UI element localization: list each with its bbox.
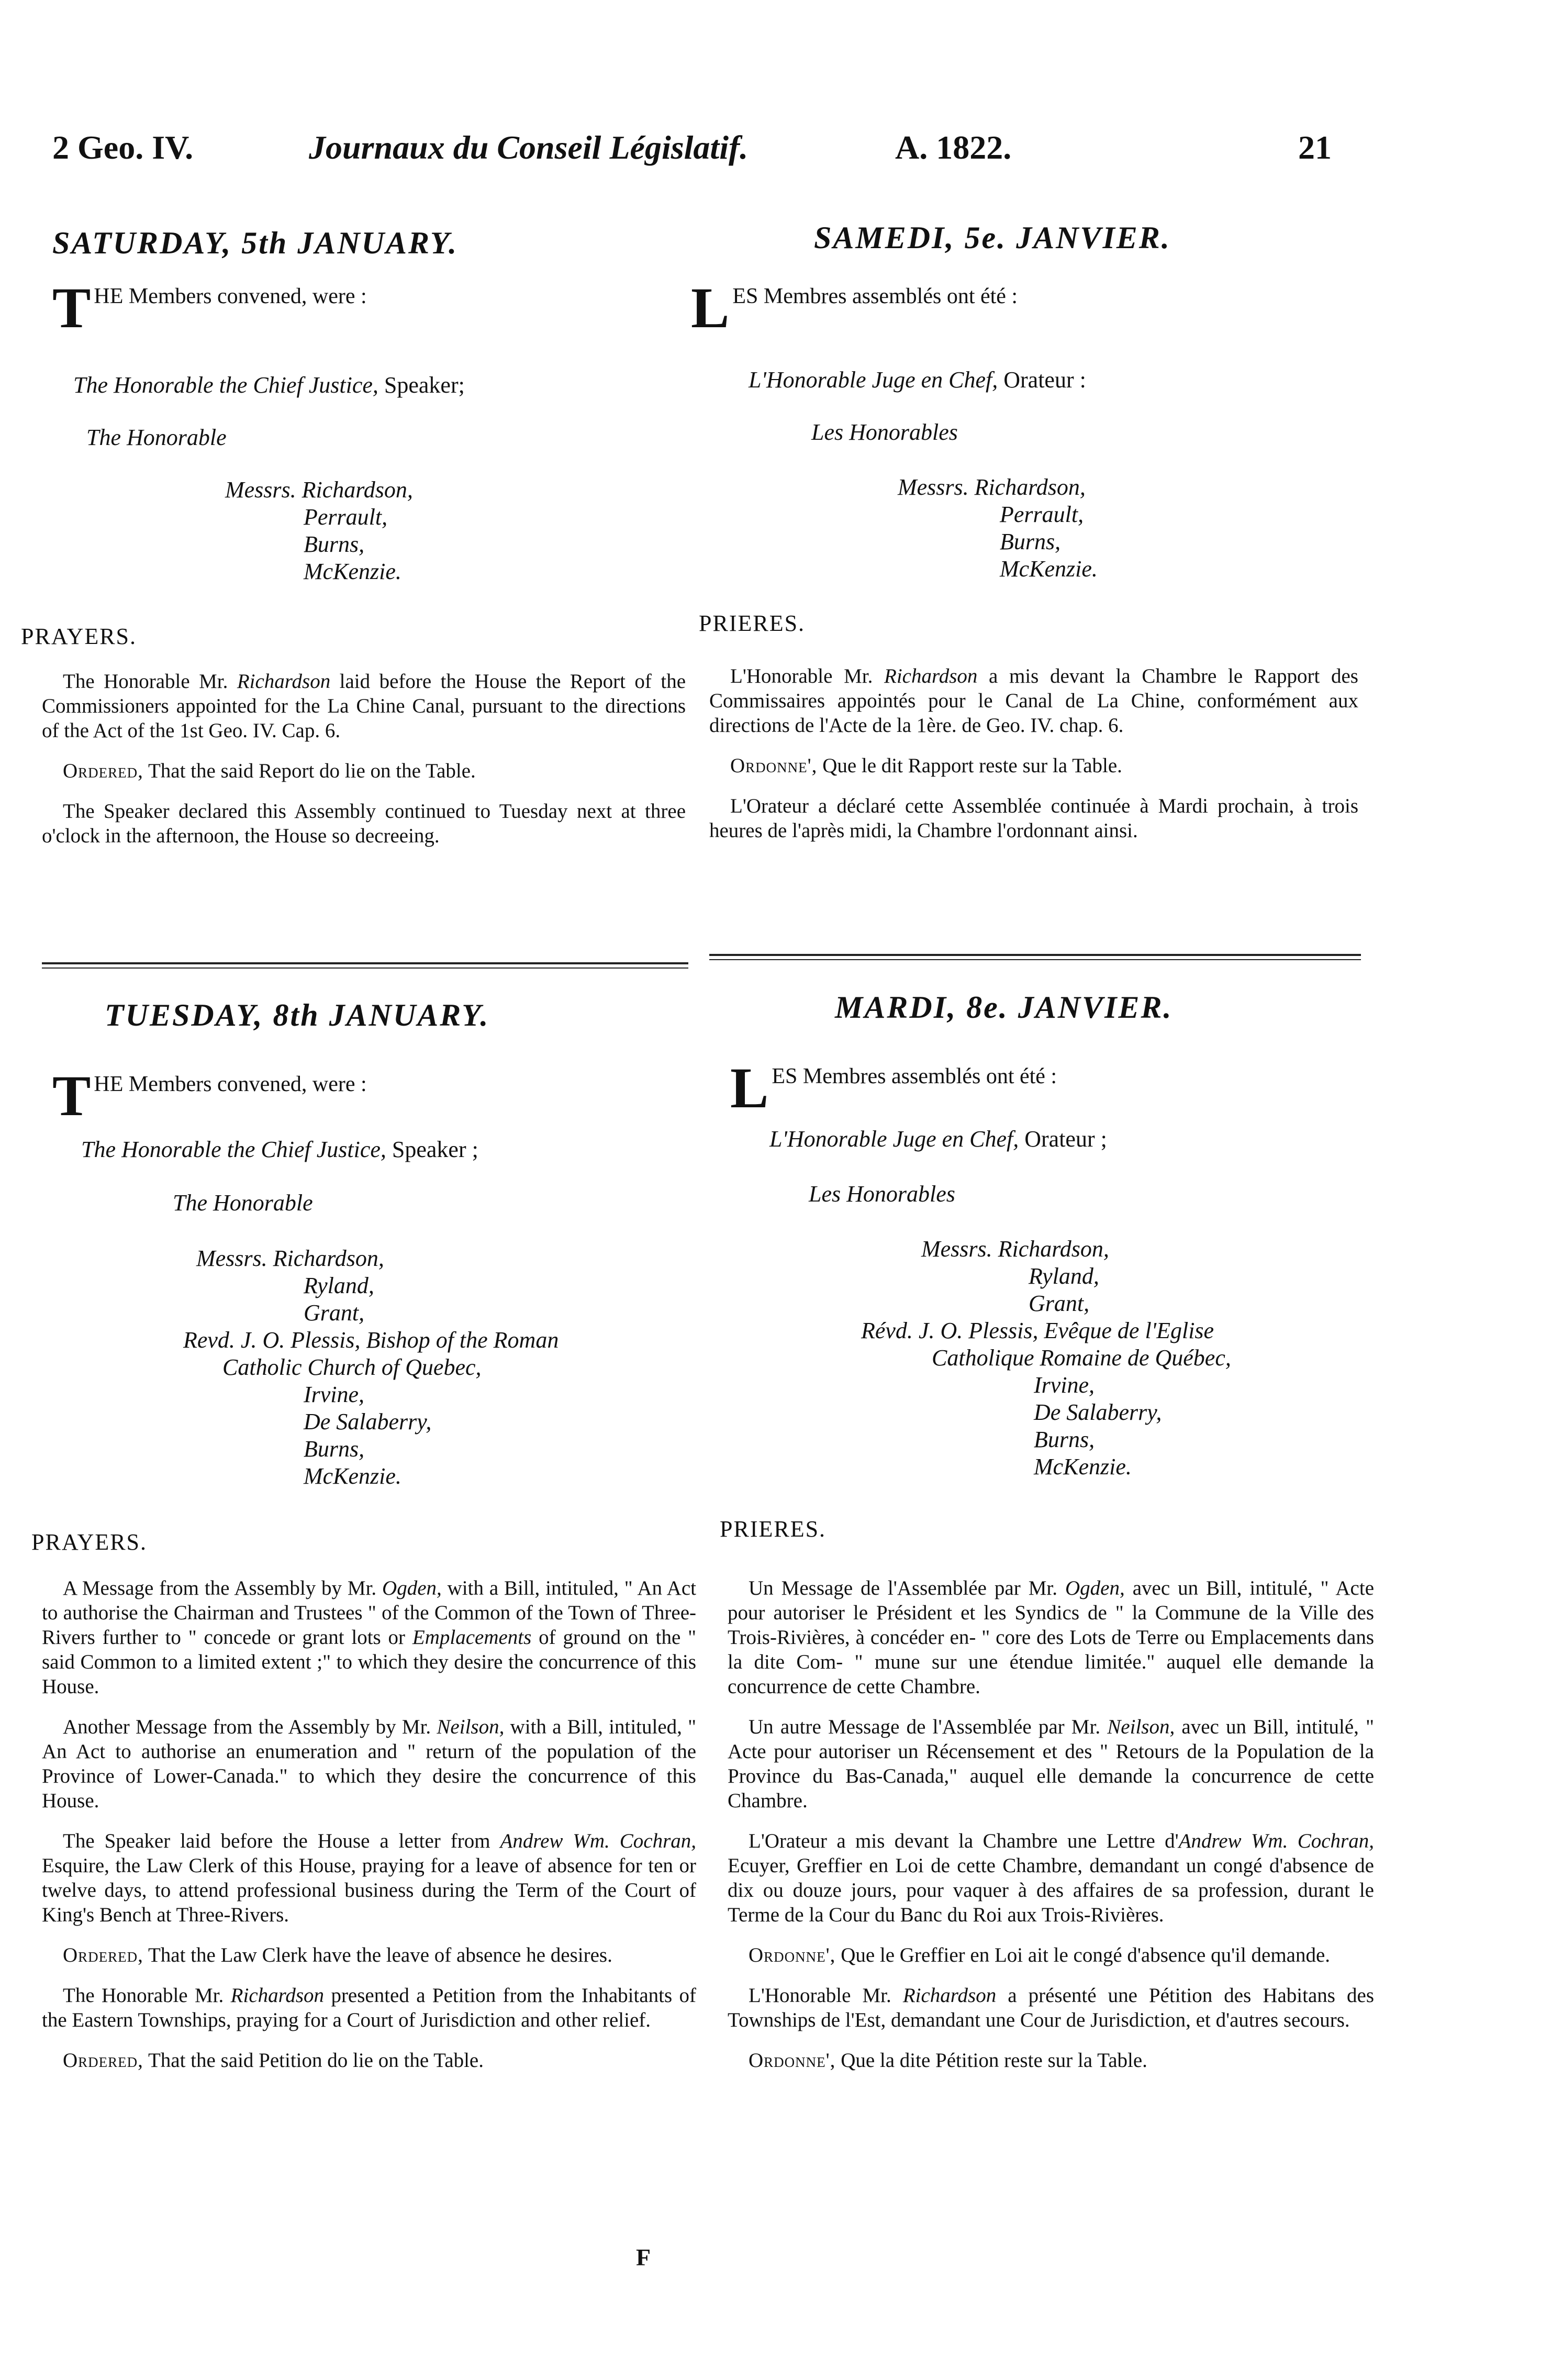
- paragraph: L'Orateur a déclaré cette Assemblée continuée à Mardi prochain, à trois heures de l'après midi, la Chambre l'ordonnant ainsi.: [709, 795, 1358, 842]
- paragraph: The Honorable Mr. Richardson laid before the House the Report of the Commissioners appointed for the La Chine Canal, pursuant to the directions of the Act of the 1st Geo. IV. Cap. 6.: [42, 670, 686, 742]
- section-divider-right-2: [709, 959, 1361, 960]
- page-number: 21: [1298, 129, 1332, 166]
- speaker-line-en-2: The Honorable the Chief Justice, Speaker ;: [81, 1137, 478, 1162]
- honorable-label-fr-2: Les Honorables: [809, 1181, 955, 1207]
- member-fr-1-3: McKenzie.: [1000, 556, 1098, 582]
- member-fr-2-4: Catholique Romaine de Québec,: [932, 1345, 1231, 1371]
- section-divider-right: [709, 954, 1361, 956]
- drop-cap-t: T: [52, 276, 91, 340]
- member-en-2-4: Catholic Church of Quebec,: [222, 1354, 482, 1380]
- member-fr-2-3: Révd. J. O. Plessis, Evêque de l'Eglise: [861, 1318, 1214, 1343]
- paragraph: Un Message de l'Assemblée par Mr. Ogden, avec un Bill, intitulé, " Acte pour autoriser le Président et les Syndics de " la Commune de la Ville des Trois-Rivières, à concéder en- " core des Lots de Terre ou Emplacements dans la dite Com- " mune sur une étendue limitée." auquel elle demande la concurrence de cette Chambre.: [728, 1577, 1375, 1698]
- section-divider-left: [42, 962, 688, 964]
- speaker-line-fr-2: L'Honorable Juge en Chef, Orateur ;: [769, 1126, 1107, 1152]
- member-en-1-1: Perrault,: [304, 504, 388, 530]
- convened-line-fr-1: LES Membres assemblés ont été :: [691, 276, 1018, 340]
- member-en-2-0: Messrs. Richardson,: [196, 1245, 384, 1271]
- day-heading-fr-2: MARDI, 8e. JANVIER.: [835, 990, 1173, 1025]
- paragraph: L'Honorable Mr. Richardson a présenté une Pétition des Habitans des Townships de l'Est, demandant une Cour de Jurisdiction, et d'autres secours.: [728, 1984, 1374, 2031]
- honorable-label-en-1: The Honorable: [86, 425, 227, 450]
- running-header-title: Journaux du Conseil Législatif.: [309, 129, 749, 166]
- convened-line-en-1: THE Members convened, were :: [52, 276, 367, 340]
- member-fr-2-2: Grant,: [1029, 1291, 1090, 1316]
- section-divider-left-2: [42, 967, 688, 969]
- drop-cap-t: T: [52, 1064, 91, 1128]
- member-fr-2-5: Irvine,: [1034, 1372, 1095, 1398]
- running-header-year: A. 1822.: [895, 129, 1012, 166]
- paragraph: L'Orateur a mis devant la Chambre une Lettre d'Andrew Wm. Cochran, Ecuyer, Greffier en Loi de cette Chambre, demandant un congé d'absence de dix ou douze jours, pour vaquer à des affaires de sa profession, durant le Terme de la Cour du Banc du Roi aux Trois-Rivières.: [728, 1830, 1374, 1926]
- paragraph: Ordonne', Que le Greffier en Loi ait le congé d'absence qu'il demande.: [749, 1944, 1331, 1966]
- paragraph: L'Honorable Mr. Richardson a mis devant la Chambre le Rapport des Commissaires appointés pour le Canal de La Chine, conformément aux directions de l'Acte de la 1ère. de Geo. IV. chap. 6.: [709, 665, 1358, 737]
- minutes-fr-1: [709, 664, 1358, 843]
- member-en-2-1: Ryland,: [304, 1273, 374, 1298]
- convened-line-fr-2: LES Membres assemblés ont été :: [730, 1056, 1057, 1120]
- member-en-2-7: Burns,: [304, 1436, 365, 1462]
- member-fr-1-2: Burns,: [1000, 529, 1061, 554]
- member-fr-1-0: Messrs. Richardson,: [898, 474, 1086, 500]
- prayers-heading-en-1: PRAYERS.: [21, 624, 137, 649]
- member-en-2-2: Grant,: [304, 1300, 365, 1326]
- member-en-2-6: De Salaberry,: [304, 1409, 432, 1434]
- member-en-1-3: McKenzie.: [304, 559, 401, 584]
- speaker-line-en-1: The Honorable the Chief Justice, Speaker;: [73, 372, 465, 398]
- member-fr-1-1: Perrault,: [1000, 502, 1084, 527]
- paragraph: Un autre Message de l'Assemblée par Mr. Neilson, avec un Bill, intitulé, " Acte pour autoriser un Récensement et des " Retours de la Population de la Province du Bas-Canada," auquel elle demande la concurrence de cette Chambre.: [728, 1716, 1375, 1812]
- prayers-heading-en-2: PRAYERS.: [31, 1529, 148, 1555]
- paragraph: The Speaker declared this Assembly continued to Tuesday next at three o'clock in the afternoon, the House so decreeing.: [42, 800, 686, 847]
- paragraph: Ordered, That the said Report do lie on the Table.: [63, 760, 476, 782]
- paragraph: Ordonne', Que le dit Rapport reste sur la Table.: [730, 754, 1122, 777]
- paragraph: Ordered, That the Law Clerk have the leave of absence he desires.: [63, 1944, 612, 1966]
- day-heading-fr-1: SAMEDI, 5e. JANVIER.: [814, 220, 1171, 255]
- member-fr-2-6: De Salaberry,: [1034, 1399, 1162, 1425]
- signature-mark: F: [636, 2244, 651, 2271]
- paragraph: Ordonne', Que la dite Pétition reste sur la Table.: [749, 2049, 1147, 2072]
- paragraph: The Speaker laid before the House a letter from Andrew Wm. Cochran, Esquire, the Law Clerk of this House, praying for a leave of absence for ten or twelve days, to attend professional business during the Term of the Court of King's Bench at Three-Rivers.: [42, 1830, 697, 1926]
- day-heading-en-1: SATURDAY, 5th JANUARY.: [52, 226, 459, 260]
- prayers-heading-fr-2: PRIERES.: [720, 1516, 827, 1542]
- member-fr-2-0: Messrs. Richardson,: [921, 1236, 1109, 1262]
- member-en-2-3: Revd. J. O. Plessis, Bishop of the Roman: [183, 1327, 559, 1353]
- honorable-label-en-2: The Honorable: [173, 1190, 313, 1216]
- paragraph: Another Message from the Assembly by Mr. Neilson, with a Bill, intituled, " An Act to authorise an enumeration and " return of the population of the Province of Lower-Canada." to which they desire the concurrence of this House.: [42, 1716, 697, 1812]
- speaker-line-fr-1: L'Honorable Juge en Chef, Orateur :: [749, 367, 1086, 393]
- honorable-label-fr-1: Les Honorables: [811, 419, 958, 445]
- minutes-en-1: [42, 669, 686, 848]
- member-en-2-5: Irvine,: [304, 1382, 365, 1407]
- member-fr-2-7: Burns,: [1034, 1427, 1095, 1452]
- drop-cap-l: L: [691, 276, 730, 340]
- member-en-1-0: Messrs. Richardson,: [225, 477, 413, 503]
- member-en-1-2: Burns,: [304, 531, 365, 557]
- member-fr-2-8: McKenzie.: [1034, 1454, 1132, 1480]
- running-header-reign: 2 Geo. IV.: [52, 129, 194, 166]
- member-en-2-8: McKenzie.: [304, 1463, 401, 1489]
- member-fr-2-1: Ryland,: [1029, 1263, 1099, 1289]
- paragraph: Ordered, That the said Petition do lie on the Table.: [63, 2049, 484, 2072]
- drop-cap-l: L: [730, 1056, 769, 1120]
- paragraph: A Message from the Assembly by Mr. Ogden, with a Bill, intituled, " An Act to authorise the Chairman and Trustees " of the Common of the Town of Three-Rivers further to " concede or grant lots or Emplacements of ground on the " said Common to a limited extent ;" to which they desire the concurrence of this House.: [42, 1577, 697, 1698]
- prayers-heading-fr-1: PRIERES.: [699, 610, 806, 636]
- minutes-en-2: [42, 1576, 696, 2073]
- convened-line-en-2: THE Members convened, were :: [52, 1064, 367, 1128]
- paragraph: The Honorable Mr. Richardson presented a Petition from the Inhabitants of the Eastern Townships, praying for a Court of Jurisdiction and other relief.: [42, 1984, 697, 2031]
- minutes-fr-2: [728, 1576, 1374, 2073]
- day-heading-en-2: TUESDAY, 8th JANUARY.: [105, 998, 490, 1032]
